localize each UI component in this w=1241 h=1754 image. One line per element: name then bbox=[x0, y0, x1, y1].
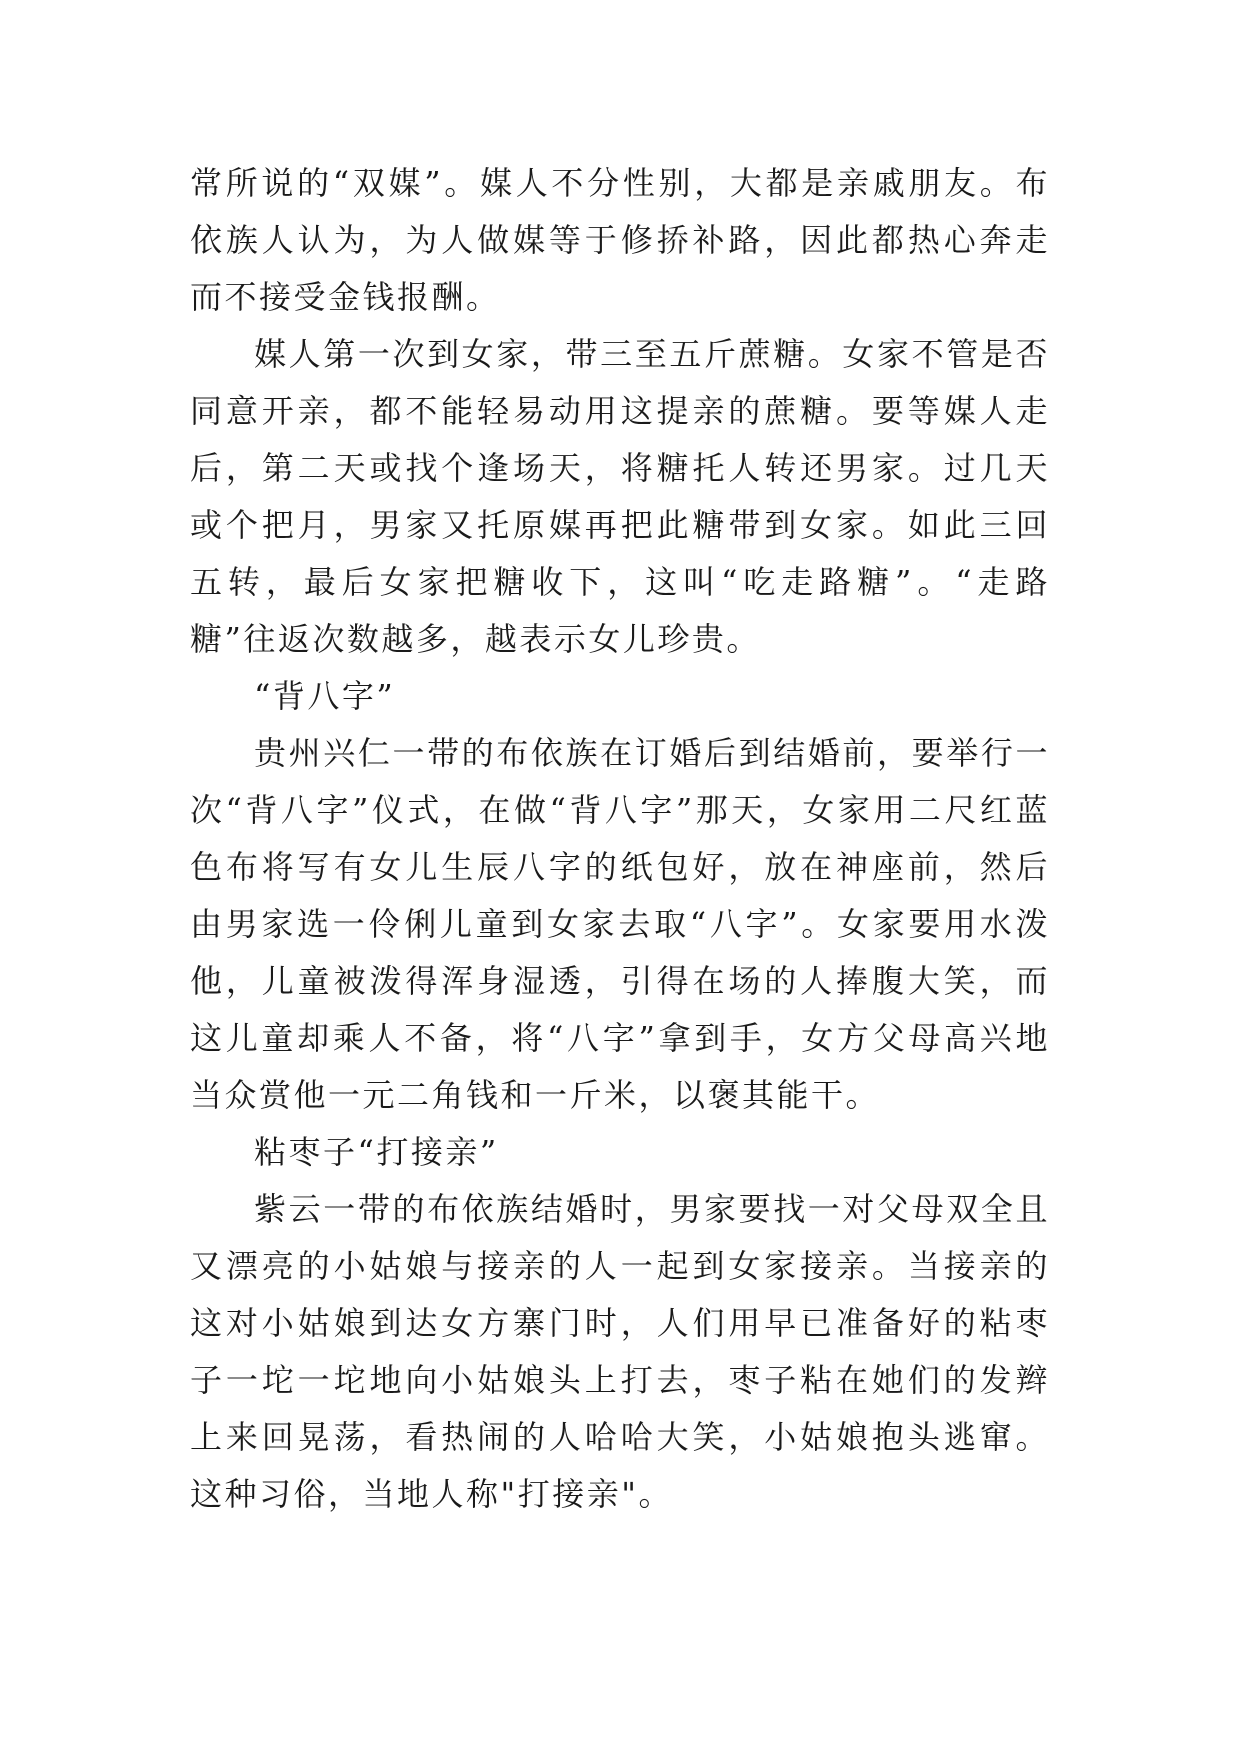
paragraph-walking-sugar: 媒人第一次到女家，带三至五斤蔗糖。女家不管是否同意开亲，都不能轻易动用这提亲的蔗糖。要等媒人走后，第二天或找个逢场天，将糖托人转还男家。过几天或个把月，男家又托原媒再把此糖带到女家。如此三回五转，最后女家把糖收下，这叫“吃走路糖”。“走路糖”往返次数越多，越表示女儿珍贵。 bbox=[190, 335, 1050, 658]
paragraph-matchmaker-intro: 常所说的“双媒”。媒人不分性别，大都是亲戚朋友。布依族人认为，为人做媒等于修挢补路，因此都热心奔走而不接受金钱报酬。 bbox=[190, 164, 1050, 316]
paragraph-da-jieqin: 紫云一带的布依族结婚时，男家要找一对父母双全且又漂亮的小姑娘与接亲的人一起到女家接亲。当接亲的这对小姑娘到达女方寨门时，人们用早已准备好的粘枣子一坨一坨地向小姑娘头上打去，枣子粘在她们的发辫上来回晃荡，看热闹的人哈哈大笑，小姑娘抱头逃窜。这种习俗，当地人称"打接亲"。 bbox=[190, 1190, 1050, 1513]
section-heading-bei-bazi: “背八字” bbox=[254, 677, 396, 715]
paragraph-bei-bazi: 贵州兴仁一带的布依族在订婚后到结婚前，要举行一次“背八字”仪式，在做“背八字”那天，女家用二尺红蓝色布将写有女儿生辰八字的纸包好，放在神座前，然后由男家选一伶俐儿童到女家去取“八字”。女家要用水泼他，儿童被泼得浑身湿透，引得在场的人捧腹大笑，而这儿童却乘人不备，将“八字”拿到手，女方父母高兴地当众赏他一元二角钱和一斤米，以褒其能干。 bbox=[190, 734, 1050, 1114]
document-page bbox=[190, 155, 1050, 1523]
section-heading-da-jieqin: 粘枣子“打接亲” bbox=[254, 1133, 499, 1171]
